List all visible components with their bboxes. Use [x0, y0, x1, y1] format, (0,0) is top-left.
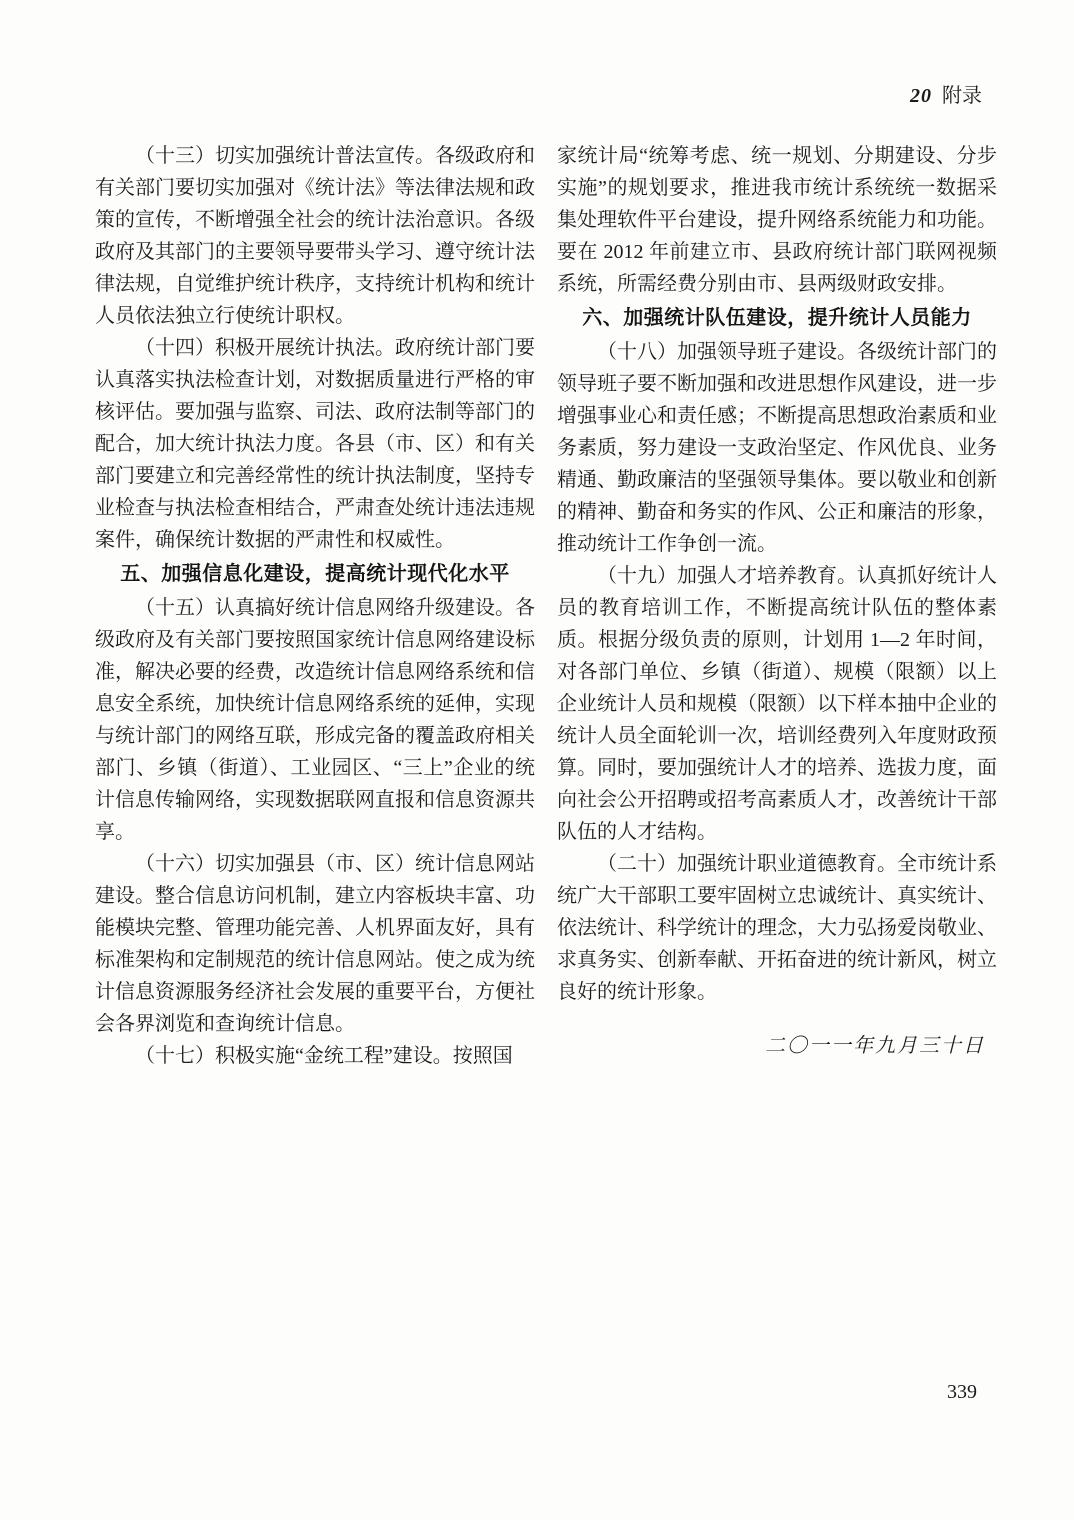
paragraph-19: （十九）加强人才培养教育。认真抓好统计人员的教育培训工作，不断提高统计队伍的整体素质。根据分级负责的原则，计划用 1—2 年时间，对各部门单位、乡镇（街道）、规模（限额）以上企业统计人员和规模（限额）以下样本抽中企业的统计人员全面轮训一次，培训经费列入年度财政预算。同时，要加强统计人才的培养、选拔力度，面向社会公开招聘或招考高素质人才，改善统计干部队伍的人才结构。: [557, 565, 997, 843]
section-heading-six: 六、加强统计队伍建设，提升统计人员能力: [582, 307, 972, 329]
paragraph-17-start: （十七）积极实施“金统工程”建设。按照国: [135, 1045, 513, 1067]
paragraph-15: （十五）认真搞好统计信息网络升级建设。各级政府及有关部门要按照国家统计信息网络建设标准，解决必要的经费，改造统计信息网络系统和信息安全系统，加快统计信息网络系统的延伸，实现与统计部门的网络互联，形成完备的覆盖政府相关部门、乡镇（街道）、工业园区、“三上”企业的统计信息传输网络，实现数据联网直报和信息资源共享。: [95, 597, 535, 843]
paragraph-14: （十四）积极开展统计执法。政府统计部门要认真落实执法检查计划，对数据质量进行严格的审核评估。要加强与监察、司法、政府法制等部门的配合，加大统计执法力度。各县（市、区）和有关部门要建立和完善经常性的统计执法制度，坚持专业检查与执法检查相结合，严肃查处统计违法违规案件，确保统计数据的严肃性和权威性。: [95, 337, 535, 551]
page-number: 339: [947, 1381, 977, 1403]
running-head-number: 20: [910, 85, 932, 107]
section-heading-five: 五、加强信息化建设，提高统计现代化水平: [120, 563, 510, 585]
paragraph-20: （二十）加强统计职业道德教育。全市统计系统广大干部职工要牢固树立忠诚统计、真实统计、依法统计、科学统计的理念，大力弘扬爱岗敬业、求真务实、创新奉献、开拓奋进的统计新风，树立良好的统计形象。: [557, 853, 997, 1003]
paragraph-18: （十八）加强领导班子建设。各级统计部门的领导班子要不断加强和改进思想作风建设，进一步增强事业心和责任感；不断提高思想政治素质和业务素质，努力建设一支政治坚定、作风优良、业务精通、勤政廉洁的坚强领导集体。要以敬业和创新的精神、勤奋和务实的作风、公正和廉洁的形象，推动统计工作争创一流。: [557, 341, 997, 555]
left-column: [95, 140, 535, 1072]
document-date: 二〇一一年九月三十日: [765, 1035, 985, 1057]
running-head: [910, 84, 982, 108]
paragraph-16: （十六）切实加强县（市、区）统计信息网站建设。整合信息访问机制，建立内容板块丰富、功能模块完整、管理功能完善、人机界面友好，具有标准架构和定制规范的统计信息网站。使之成为统计信息资源服务经济社会发展的重要平台，方便社会各界浏览和查询统计信息。: [95, 853, 535, 1035]
right-column: [557, 140, 997, 1072]
two-column-layout: [95, 140, 997, 1072]
paragraph-13: （十三）切实加强统计普法宣传。各级政府和有关部门要切实加强对《统计法》等法律法规和政策的宣传，不断增强全社会的统计法治意识。各级政府及其部门的主要领导要带头学习、遵守统计法律法规，自觉维护统计秩序，支持统计机构和统计人员依法独立行使统计职权。: [95, 145, 535, 327]
running-head-label: 附录: [942, 85, 982, 107]
paragraph-17-continuation: 家统计局“统筹考虑、统一规划、分期建设、分步实施”的规划要求，推进我市统计系统统一数据采集处理软件平台建设，提升网络系统能力和功能。要在 2012 年前建立市、县政府统计部门联网视频系统，所需经费分别由市、县两级财政安排。: [557, 145, 997, 295]
